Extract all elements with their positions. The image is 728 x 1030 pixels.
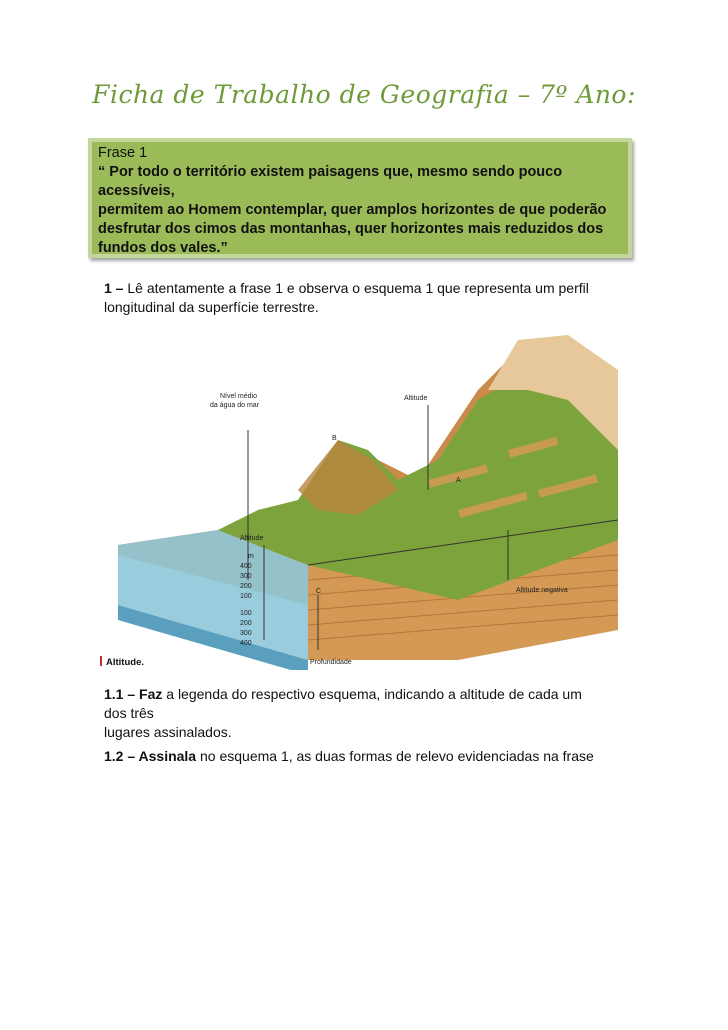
quote-box: [88, 138, 632, 258]
caption-marker: [100, 656, 102, 666]
label-depth: Profundidade: [310, 659, 352, 666]
question-1-1: [104, 685, 644, 742]
quote-label: Frase 1: [98, 145, 148, 161]
question-1-1-verb: Faz: [135, 686, 163, 702]
label-sea-level: Nível médio: [220, 393, 257, 400]
point-b: B: [332, 435, 337, 442]
question-1: [104, 279, 644, 317]
tick-up-300: 300: [240, 573, 252, 580]
tick-up-200: 200: [240, 583, 252, 590]
tick-up-100: 100: [240, 593, 252, 600]
question-1-number: 1 –: [104, 280, 124, 296]
tick-down-100: 100: [240, 610, 252, 617]
worksheet-title: Ficha de Trabalho de Geografia – 7º Ano:: [92, 80, 636, 109]
label-altitude: Altitude: [404, 395, 428, 402]
label-negative-altitude: Altitude negativa: [516, 587, 568, 594]
tick-down-300: 300: [240, 630, 252, 637]
relief-profile-svg: [98, 330, 638, 670]
tick-up-400: 400: [240, 563, 252, 570]
tick-down-400: 400: [240, 640, 252, 647]
question-1-1-text: a legenda do respectivo esquema, indicando a altitude de cada um dos três lugares assinalados.: [104, 686, 582, 740]
question-1-2-text: no esquema 1, as duas formas de relevo evidenciadas na frase: [196, 748, 594, 764]
question-1-1-number: 1.1 –: [104, 686, 136, 702]
question-1-2-number: 1.2 –: [104, 748, 136, 764]
question-1-text: Lê atentamente a frase 1 e observa o esquema 1 que representa um perfil longitudinal da superfície terrestre.: [104, 280, 589, 315]
question-1-2-verb: Assinala: [135, 748, 197, 764]
axis-unit: m: [248, 553, 254, 560]
point-c: C: [316, 588, 322, 595]
tick-down-200: 200: [240, 620, 252, 627]
label-altitude-axis: Altitude: [240, 535, 264, 542]
diagram-caption: Altitude.: [106, 657, 144, 668]
label-sea-level-2: da água do mar: [210, 402, 260, 409]
question-1-2: [104, 747, 644, 766]
point-a: A: [456, 477, 461, 484]
relief-profile-diagram: [98, 330, 638, 670]
quote-text: “ Por todo o território existem paisagens que, mesmo sendo pouco acessíveis, permitem ao Homem contemplar, quer amplos horizontes de que poderão desfrutar dos cimos das montanhas, quer horizontes mais reduzidos dos fundos dos vales.”: [98, 164, 607, 256]
